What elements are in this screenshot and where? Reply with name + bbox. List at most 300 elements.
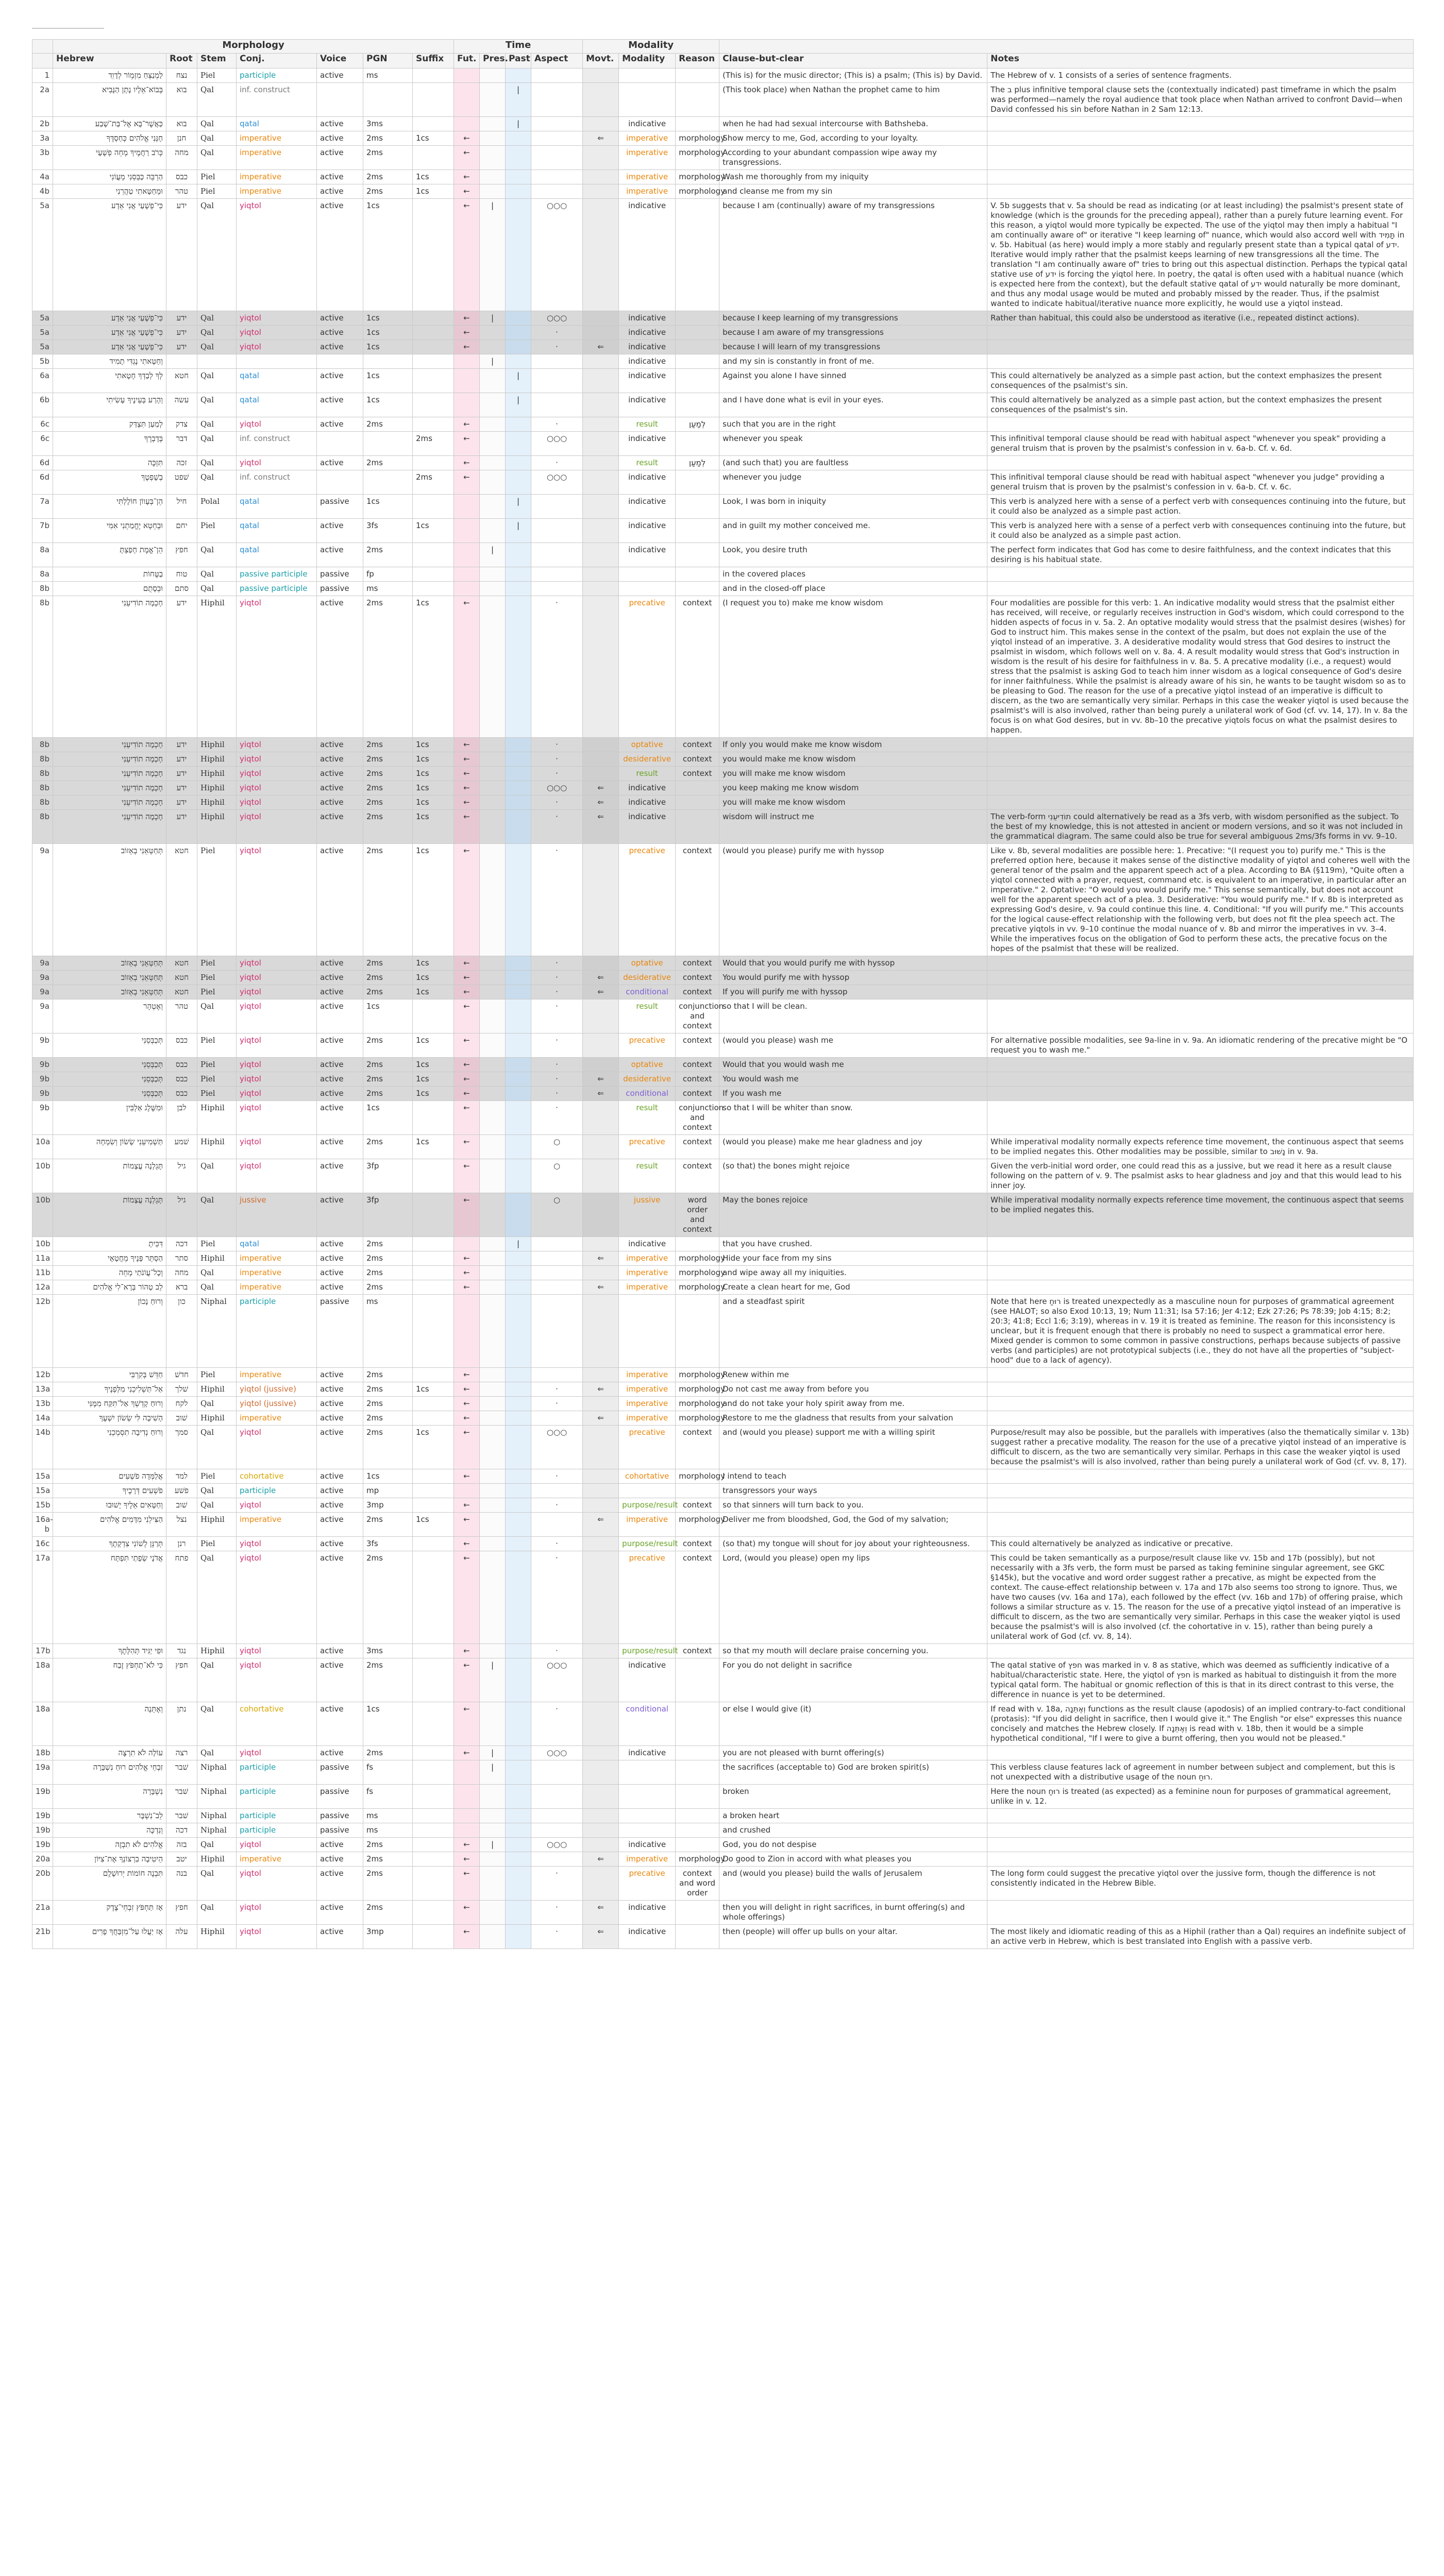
row-root: סתר bbox=[166, 1251, 197, 1266]
row-aspect: · bbox=[531, 1551, 583, 1644]
row-suffix bbox=[413, 495, 454, 519]
table-row bbox=[32, 1785, 1414, 1809]
row-ref: 14a bbox=[32, 1411, 53, 1426]
row-ref: 10b bbox=[32, 1193, 53, 1237]
row-movt bbox=[583, 582, 619, 596]
row-ref: 19b bbox=[32, 1785, 53, 1809]
row-suffix: 1cs bbox=[413, 810, 454, 844]
row-ref: 20b bbox=[32, 1867, 53, 1901]
row-clause: when he had had sexual intercourse with Bathsheba. bbox=[719, 117, 987, 131]
row-notes bbox=[987, 1838, 1414, 1852]
row-conj: participle bbox=[237, 1484, 317, 1498]
row-aspect bbox=[531, 567, 583, 582]
row-root: עשה bbox=[166, 393, 197, 417]
row-hebrew: וְאֶתֵּנָה bbox=[53, 1702, 166, 1746]
row-voice: passive bbox=[317, 582, 363, 596]
row-pgn: 2ms bbox=[363, 146, 413, 170]
row-pgn: 1cs bbox=[363, 199, 413, 311]
header-blank-right bbox=[719, 40, 1414, 54]
row-hebrew: תְּכַבְּסֵנִי bbox=[53, 1058, 166, 1072]
row-fut: ← bbox=[454, 311, 480, 326]
row-root: פשׁע bbox=[166, 1484, 197, 1498]
row-suffix bbox=[413, 1785, 454, 1809]
row-conj: passive participle bbox=[237, 582, 317, 596]
row-hebrew: אַל־תַּשְׁלִיכֵנִי מִלְּפָנֶיךָ bbox=[53, 1382, 166, 1397]
row-reason bbox=[676, 432, 719, 456]
row-fut: ← bbox=[454, 170, 480, 184]
table-row bbox=[32, 810, 1414, 844]
row-ref: 15a bbox=[32, 1484, 53, 1498]
row-suffix: 1cs bbox=[413, 956, 454, 971]
row-hebrew: תְּחַטְּאֵנִי בְאֵזוֹב bbox=[53, 956, 166, 971]
row-clause: Would that you would purify me with hyssop bbox=[719, 956, 987, 971]
row-suffix: 1cs bbox=[413, 844, 454, 956]
row-stem: Hiphil bbox=[197, 1382, 237, 1397]
row-movt bbox=[583, 1135, 619, 1159]
row-root: צדק bbox=[166, 417, 197, 432]
row-movt bbox=[583, 369, 619, 393]
row-reason: context bbox=[676, 1537, 719, 1551]
row-notes bbox=[987, 1397, 1414, 1411]
row-pres bbox=[480, 326, 506, 340]
row-clause: (and such that) you are faultless bbox=[719, 456, 987, 470]
row-fut: ← bbox=[454, 1426, 480, 1469]
table-row bbox=[32, 1925, 1414, 1949]
row-reason: context bbox=[676, 1159, 719, 1193]
row-stem: Hiphil bbox=[197, 767, 237, 781]
row-stem: Hiphil bbox=[197, 1925, 237, 1949]
row-movt bbox=[583, 1746, 619, 1760]
row-clause: because I am (continually) aware of my transgressions bbox=[719, 199, 987, 311]
row-voice: active bbox=[317, 1658, 363, 1702]
row-modality bbox=[619, 582, 676, 596]
row-conj: qatal bbox=[237, 495, 317, 519]
row-pres bbox=[480, 340, 506, 354]
table-row bbox=[32, 956, 1414, 971]
row-aspect bbox=[531, 117, 583, 131]
row-ref: 4b bbox=[32, 184, 53, 199]
row-stem: Qal bbox=[197, 146, 237, 170]
row-ref: 5b bbox=[32, 354, 53, 369]
header-blank bbox=[32, 40, 53, 54]
row-stem: Piel bbox=[197, 956, 237, 971]
row-reason: context bbox=[676, 1426, 719, 1469]
row-fut bbox=[454, 582, 480, 596]
row-voice: passive bbox=[317, 1760, 363, 1785]
row-conj: yiqtol bbox=[237, 999, 317, 1033]
row-suffix bbox=[413, 1295, 454, 1368]
row-clause: Do good to Zion in accord with what pleases you bbox=[719, 1852, 987, 1867]
row-suffix bbox=[413, 1411, 454, 1426]
row-fut: ← bbox=[454, 131, 480, 146]
row-stem: Niphal bbox=[197, 1823, 237, 1838]
row-past bbox=[506, 1658, 531, 1702]
row-reason bbox=[676, 1295, 719, 1368]
row-movt bbox=[583, 767, 619, 781]
row-modality: indicative bbox=[619, 470, 676, 495]
col-header-aspect: Aspect bbox=[531, 54, 583, 69]
row-modality: indicative bbox=[619, 781, 676, 795]
row-ref: 3b bbox=[32, 146, 53, 170]
row-voice bbox=[317, 432, 363, 456]
row-past bbox=[506, 456, 531, 470]
row-root: כבס bbox=[166, 1033, 197, 1058]
row-pgn: 1cs bbox=[363, 311, 413, 326]
row-reason bbox=[676, 199, 719, 311]
row-modality: desiderative bbox=[619, 971, 676, 985]
row-notes: This could alternatively be analyzed as a simple past action, but the context emphasizes the present consequences of the psalmist's sin. bbox=[987, 393, 1414, 417]
row-root: ידע bbox=[166, 752, 197, 767]
row-clause: and in guilt my mother conceived me. bbox=[719, 519, 987, 543]
table-body bbox=[32, 69, 1414, 1949]
row-modality: optative bbox=[619, 1058, 676, 1072]
row-ref: 8b bbox=[32, 767, 53, 781]
row-past bbox=[506, 1809, 531, 1823]
row-past bbox=[506, 170, 531, 184]
row-voice: passive bbox=[317, 1785, 363, 1809]
row-aspect: · bbox=[531, 1058, 583, 1072]
row-voice: active bbox=[317, 596, 363, 738]
row-pres: | bbox=[480, 1838, 506, 1852]
row-past bbox=[506, 326, 531, 340]
row-notes bbox=[987, 1058, 1414, 1072]
row-voice bbox=[317, 83, 363, 117]
row-suffix bbox=[413, 1280, 454, 1295]
row-ref: 8b bbox=[32, 795, 53, 810]
row-voice: passive bbox=[317, 1823, 363, 1838]
row-pres bbox=[480, 752, 506, 767]
row-reason bbox=[676, 781, 719, 795]
col-header-pres: Pres. bbox=[480, 54, 506, 69]
row-hebrew: חָכְמָה תוֹדִיעֵנִי bbox=[53, 767, 166, 781]
row-fut: ← bbox=[454, 1702, 480, 1746]
row-stem: Qal bbox=[197, 432, 237, 456]
row-voice: active bbox=[317, 1644, 363, 1658]
row-stem: Qal bbox=[197, 1397, 237, 1411]
row-reason: morphology bbox=[676, 131, 719, 146]
row-movt bbox=[583, 519, 619, 543]
row-movt bbox=[583, 1426, 619, 1469]
row-root bbox=[166, 354, 197, 369]
row-ref: 14b bbox=[32, 1426, 53, 1469]
row-suffix bbox=[413, 1809, 454, 1823]
row-modality: indicative bbox=[619, 1237, 676, 1251]
row-pgn: 3fp bbox=[363, 1193, 413, 1237]
row-past bbox=[506, 810, 531, 844]
row-fut: ← bbox=[454, 146, 480, 170]
row-aspect: · bbox=[531, 1072, 583, 1087]
row-suffix: 1cs bbox=[413, 519, 454, 543]
row-root: ידע bbox=[166, 767, 197, 781]
row-fut: ← bbox=[454, 1852, 480, 1867]
row-ref: 4a bbox=[32, 170, 53, 184]
row-notes bbox=[987, 767, 1414, 781]
row-reason: morphology bbox=[676, 146, 719, 170]
row-movt bbox=[583, 1159, 619, 1193]
row-hebrew: תִּבְנֶה חוֹמוֹת יְרוּשָׁלָ͏ִם bbox=[53, 1867, 166, 1901]
row-pres bbox=[480, 117, 506, 131]
header-group-modality: Modality bbox=[583, 40, 719, 54]
row-movt bbox=[583, 311, 619, 326]
row-ref: 7a bbox=[32, 495, 53, 519]
row-notes: Here the noun רוּחַ is treated (as expected) as a feminine noun for purposes of grammatical agreement, unlike in v. 12. bbox=[987, 1785, 1414, 1809]
row-stem: Qal bbox=[197, 340, 237, 354]
table-row bbox=[32, 83, 1414, 117]
row-pgn: fs bbox=[363, 1760, 413, 1785]
row-suffix bbox=[413, 1101, 454, 1135]
row-conj: yiqtol bbox=[237, 767, 317, 781]
row-conj: yiqtol bbox=[237, 1925, 317, 1949]
row-pgn bbox=[363, 83, 413, 117]
row-ref: 11b bbox=[32, 1266, 53, 1280]
row-pres bbox=[480, 69, 506, 83]
row-ref: 9a bbox=[32, 971, 53, 985]
row-hebrew: תְּחַטְּאֵנִי בְאֵזוֹב bbox=[53, 971, 166, 985]
row-aspect bbox=[531, 1251, 583, 1266]
row-hebrew: הֵן־בְּעָווֹן חוֹלָלְתִּי bbox=[53, 495, 166, 519]
row-suffix bbox=[413, 69, 454, 83]
row-reason: morphology bbox=[676, 1368, 719, 1382]
row-suffix bbox=[413, 1901, 454, 1925]
table-row bbox=[32, 470, 1414, 495]
row-aspect: · bbox=[531, 596, 583, 738]
row-fut: ← bbox=[454, 1867, 480, 1901]
row-root: ידע bbox=[166, 596, 197, 738]
row-modality: purpose/result bbox=[619, 1537, 676, 1551]
row-voice: active bbox=[317, 795, 363, 810]
row-ref: 8b bbox=[32, 810, 53, 844]
row-aspect bbox=[531, 1237, 583, 1251]
row-voice: active bbox=[317, 1426, 363, 1469]
row-reason bbox=[676, 1746, 719, 1760]
table-row bbox=[32, 543, 1414, 567]
row-clause: (I request you to) make me know wisdom bbox=[719, 596, 987, 738]
row-voice: active bbox=[317, 543, 363, 567]
row-notes: The most likely and idiomatic reading of this as a Hiphil (rather than a Qal) requires an indefinite subject of an active verb in Hebrew, which is best translated into English with a passive verb. bbox=[987, 1925, 1414, 1949]
row-clause: Deliver me from bloodshed, God, the God of my salvation; bbox=[719, 1513, 987, 1537]
row-ref: 6a bbox=[32, 369, 53, 393]
table-row bbox=[32, 1237, 1414, 1251]
row-modality: precative bbox=[619, 1551, 676, 1644]
row-clause: (would you please) make me hear gladness and joy bbox=[719, 1135, 987, 1159]
row-past bbox=[506, 199, 531, 311]
row-root: כון bbox=[166, 1295, 197, 1368]
row-clause: and (would you please) support me with a willing spirit bbox=[719, 1426, 987, 1469]
row-conj: yiqtol bbox=[237, 1058, 317, 1072]
row-hebrew: לְמַעַן תִּצְדַּק bbox=[53, 417, 166, 432]
row-aspect bbox=[531, 393, 583, 417]
row-clause: and (would you please) build the walls of Jerusalem bbox=[719, 1867, 987, 1901]
row-past bbox=[506, 1537, 531, 1551]
row-past bbox=[506, 1135, 531, 1159]
row-fut: ← bbox=[454, 1072, 480, 1087]
row-past: | bbox=[506, 369, 531, 393]
row-pgn: 1cs bbox=[363, 326, 413, 340]
row-past bbox=[506, 567, 531, 582]
row-pgn: 2ms bbox=[363, 1551, 413, 1644]
row-conj: qatal bbox=[237, 117, 317, 131]
row-aspect: · bbox=[531, 1498, 583, 1513]
row-clause: If you wash me bbox=[719, 1087, 987, 1101]
row-suffix: 1cs bbox=[413, 1058, 454, 1072]
row-pres bbox=[480, 956, 506, 971]
row-pres bbox=[480, 1295, 506, 1368]
row-conj: yiqtol bbox=[237, 1551, 317, 1644]
table-row bbox=[32, 117, 1414, 131]
row-reason bbox=[676, 495, 719, 519]
row-root: כבס bbox=[166, 1087, 197, 1101]
row-fut: ← bbox=[454, 844, 480, 956]
row-aspect: ○○○ bbox=[531, 1838, 583, 1852]
row-conj: yiqtol bbox=[237, 795, 317, 810]
row-root: טהר bbox=[166, 999, 197, 1033]
row-suffix: 1cs bbox=[413, 131, 454, 146]
row-fut: ← bbox=[454, 1087, 480, 1101]
row-aspect bbox=[531, 1852, 583, 1867]
row-past bbox=[506, 738, 531, 752]
table-row bbox=[32, 1280, 1414, 1295]
row-aspect: ○ bbox=[531, 1193, 583, 1237]
row-aspect: · bbox=[531, 810, 583, 844]
row-fut bbox=[454, 1760, 480, 1785]
row-root: רצה bbox=[166, 1746, 197, 1760]
row-root: זכה bbox=[166, 456, 197, 470]
row-notes bbox=[987, 1411, 1414, 1426]
row-pgn: mp bbox=[363, 1484, 413, 1498]
row-clause: Do not cast me away from before you bbox=[719, 1382, 987, 1397]
row-stem: Qal bbox=[197, 1702, 237, 1746]
row-past bbox=[506, 985, 531, 999]
row-modality: desiderative bbox=[619, 1072, 676, 1087]
row-clause: (This is) for the music director; (This is) a psalm; (This is) by David. bbox=[719, 69, 987, 83]
row-voice: active bbox=[317, 1193, 363, 1237]
row-clause: Lord, (would you please) open my lips bbox=[719, 1551, 987, 1644]
row-ref: 17b bbox=[32, 1644, 53, 1658]
col-header-conj: Conj. bbox=[237, 54, 317, 69]
table-row bbox=[32, 1382, 1414, 1397]
row-suffix: 1cs bbox=[413, 1033, 454, 1058]
row-suffix: 1cs bbox=[413, 767, 454, 781]
row-suffix bbox=[413, 1397, 454, 1411]
row-aspect: · bbox=[531, 1397, 583, 1411]
row-notes: This could be taken semantically as a purpose/result clause like vv. 15b and 17b (possibly), but not necessarily with a 3fs verb, the form must be parsed as taking feminine singular agreement, see GKC §145k), but the vocative and word order suggest rather a precative, as might be expected from the context. The cause-effect relationship between v. 17a and 17b also seems too strong to ignore. Thus, we have two causes (vv. 16a and 17a), each followed by the effect (vv. 16b and 17b) of offering praise, which follows a similar structure as v. 15. The reason for the use of a precative yiqtol instead of an imperative is difficult to discern, as the two are semantically very similar. Perhaps in this case the weaker yiqtol is used because the psalmist's will is also involved (cf. the cohortative in v. 15), rather than being purely a unilateral work of God (cf. vv. 8, 14). bbox=[987, 1551, 1414, 1644]
table-row bbox=[32, 311, 1414, 326]
row-conj: passive participle bbox=[237, 567, 317, 582]
row-modality: precative bbox=[619, 1135, 676, 1159]
row-ref: 13a bbox=[32, 1382, 53, 1397]
row-hebrew: תְּכַבְּסֵנִי bbox=[53, 1072, 166, 1087]
row-fut bbox=[454, 1785, 480, 1809]
row-fut: ← bbox=[454, 971, 480, 985]
row-pgn: 2ms bbox=[363, 1513, 413, 1537]
row-ref: 1 bbox=[32, 69, 53, 83]
row-fut: ← bbox=[454, 956, 480, 971]
row-pgn: 3mp bbox=[363, 1925, 413, 1949]
row-pgn: 2ms bbox=[363, 752, 413, 767]
row-voice: active bbox=[317, 326, 363, 340]
row-reason: context bbox=[676, 767, 719, 781]
row-modality: precative bbox=[619, 844, 676, 956]
row-suffix bbox=[413, 1852, 454, 1867]
row-conj: yiqtol bbox=[237, 1901, 317, 1925]
row-conj: imperative bbox=[237, 1266, 317, 1280]
row-pres bbox=[480, 1072, 506, 1087]
row-past bbox=[506, 1251, 531, 1266]
row-clause: whenever you judge bbox=[719, 470, 987, 495]
row-pres bbox=[480, 1033, 506, 1058]
row-hebrew: בְשָׁפְטֶךָ bbox=[53, 470, 166, 495]
row-stem: Polal bbox=[197, 495, 237, 519]
row-root: חפץ bbox=[166, 543, 197, 567]
row-pgn: 2ms bbox=[363, 184, 413, 199]
row-pres bbox=[480, 844, 506, 956]
row-hebrew: כְּרֹב רַחֲמֶיךָ מְחֵה פְשָׁעָי bbox=[53, 146, 166, 170]
row-past bbox=[506, 1087, 531, 1101]
row-movt: ⇐ bbox=[583, 1072, 619, 1087]
row-pres bbox=[480, 495, 506, 519]
row-pres bbox=[480, 1498, 506, 1513]
row-pres: | bbox=[480, 1658, 506, 1702]
row-clause: and crushed bbox=[719, 1823, 987, 1838]
table-row bbox=[32, 1251, 1414, 1266]
row-voice: passive bbox=[317, 1809, 363, 1823]
row-conj: yiqtol bbox=[237, 1101, 317, 1135]
row-pgn: 2ms bbox=[363, 1135, 413, 1159]
row-modality: desiderative bbox=[619, 752, 676, 767]
row-voice: active bbox=[317, 1101, 363, 1135]
row-fut: ← bbox=[454, 1266, 480, 1280]
row-notes bbox=[987, 1072, 1414, 1087]
row-voice bbox=[317, 470, 363, 495]
row-conj: yiqtol bbox=[237, 752, 317, 767]
row-past bbox=[506, 1644, 531, 1658]
row-aspect bbox=[531, 1368, 583, 1382]
row-movt bbox=[583, 326, 619, 340]
row-past: | bbox=[506, 1237, 531, 1251]
row-past bbox=[506, 1411, 531, 1426]
row-fut: ← bbox=[454, 184, 480, 199]
row-conj: yiqtol bbox=[237, 810, 317, 844]
row-root: חטא bbox=[166, 971, 197, 985]
table-row bbox=[32, 767, 1414, 781]
row-root: ידע bbox=[166, 311, 197, 326]
row-notes: If read with v. 18a, וְאֶתֵּנָה functions as the result clause (apodosis) of an implied contrary-to-fact conditional (protasis): "If you did delight in sacrifice, then I would give it." The English "or else" expresses this nuance concisely and matches the Hebrew closely. If וְאֶתֵּנָה is read with v. 18b, then it would be a simple hypothetical conditional, "If I were to give a burnt offering, then you would not be pleased." bbox=[987, 1702, 1414, 1746]
row-stem bbox=[197, 354, 237, 369]
row-pres bbox=[480, 1644, 506, 1658]
row-ref: 9a bbox=[32, 844, 53, 956]
row-clause: broken bbox=[719, 1785, 987, 1809]
row-reason bbox=[676, 810, 719, 844]
row-notes bbox=[987, 738, 1414, 752]
row-aspect: · bbox=[531, 1925, 583, 1949]
row-voice: active bbox=[317, 810, 363, 844]
row-reason bbox=[676, 567, 719, 582]
row-suffix: 1cs bbox=[413, 795, 454, 810]
row-movt bbox=[583, 456, 619, 470]
row-notes bbox=[987, 582, 1414, 596]
row-notes: This infinitival temporal clause should be read with habitual aspect "whenever you judge" providing a general truism that is proven by the psalmist's confession in v. 6a-b. Cf. v. 6c. bbox=[987, 470, 1414, 495]
row-ref: 2b bbox=[32, 117, 53, 131]
row-root: ידע bbox=[166, 781, 197, 795]
row-pres bbox=[480, 417, 506, 432]
row-voice: active bbox=[317, 999, 363, 1033]
row-past bbox=[506, 1838, 531, 1852]
row-pgn bbox=[363, 354, 413, 369]
table-row bbox=[32, 1838, 1414, 1852]
row-pres bbox=[480, 1101, 506, 1135]
row-voice: active bbox=[317, 393, 363, 417]
row-fut: ← bbox=[454, 199, 480, 311]
